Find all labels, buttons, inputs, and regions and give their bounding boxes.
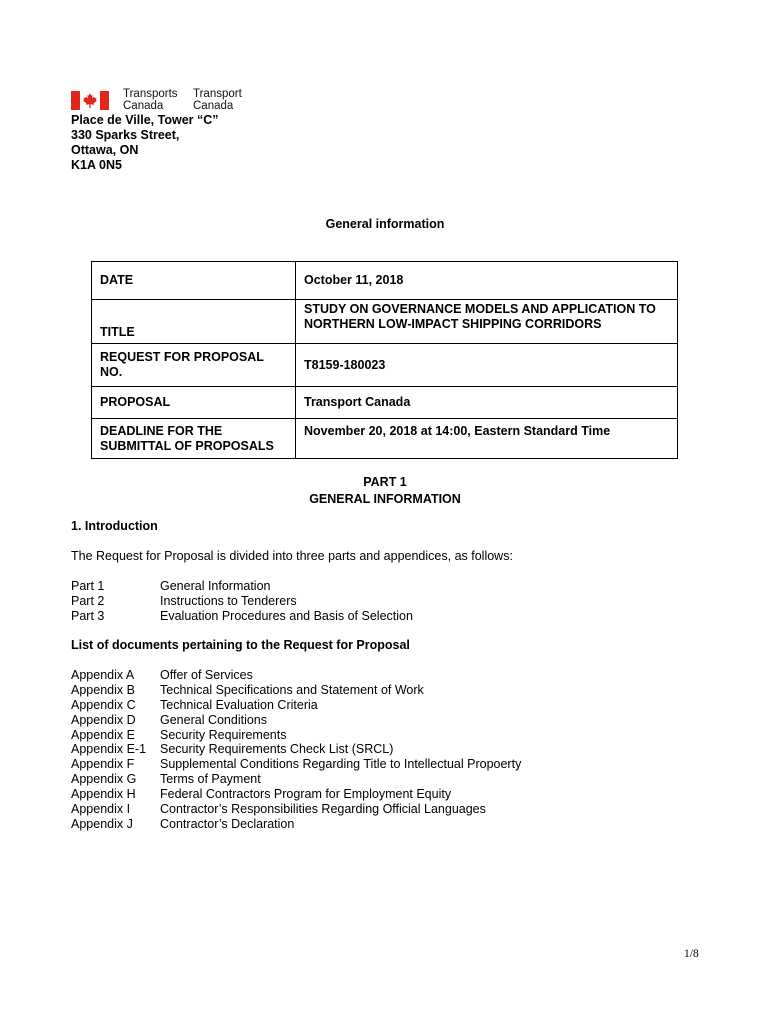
- list-item: Appendix C Technical Evaluation Criteria: [71, 697, 318, 712]
- address-line: K1A 0N5: [71, 158, 122, 172]
- list-item: Appendix G Terms of Payment: [71, 772, 261, 787]
- rfp-number-label: REQUEST FOR PROPOSAL NO.: [92, 344, 296, 387]
- introduction-heading: 1. Introduction: [71, 519, 158, 533]
- table-row: [92, 300, 678, 344]
- deadline-label: DEADLINE FOR THE SUBMITTAL OF PROPOSALS: [92, 419, 296, 459]
- proposal-label: PROPOSAL: [92, 387, 296, 419]
- list-item: Appendix E Security Requirements: [71, 727, 287, 742]
- list-item: Appendix H Federal Contractors Program for Employment Equity: [71, 787, 452, 802]
- list-item: Part 3 Evaluation Procedures and Basis of Selection: [71, 608, 413, 623]
- title-value: STUDY ON GOVERNANCE MODELS AND APPLICATION TO NORTHERN LOW-IMPACT SHIPPING CORRIDORS: [296, 300, 678, 344]
- wordmark-english: Transports Canada: [123, 88, 178, 112]
- rfp-info-table: [91, 261, 678, 459]
- address-line: Ottawa, ON: [71, 143, 139, 157]
- introduction-text: The Request for Proposal is divided into three parts and appendices, as follows:: [71, 549, 513, 563]
- page-number: 1/8: [684, 948, 699, 960]
- date-value: October 11, 2018: [296, 262, 678, 300]
- title-label: TITLE: [92, 300, 296, 344]
- mailing-address: [71, 113, 219, 173]
- table-row: [92, 419, 678, 459]
- canada-flag-icon: [71, 91, 109, 110]
- parts-list: [71, 579, 413, 624]
- deadline-value: November 20, 2018 at 14:00, Eastern Standard Time: [296, 419, 678, 459]
- list-item: Appendix B Technical Specifications and Statement of Work: [71, 682, 424, 697]
- list-item: Appendix F Supplemental Conditions Regarding Title to Intellectual Propoerty: [71, 757, 522, 772]
- list-item: Appendix A Offer of Services: [71, 668, 253, 682]
- list-item: Part 2 Instructions to Tenderers: [71, 593, 297, 608]
- list-item: Appendix D General Conditions: [71, 712, 268, 727]
- list-item: Appendix E-1 Security Requirements Check List (SRCL): [71, 742, 394, 757]
- appendices-list: [71, 668, 521, 832]
- table-row: [92, 262, 678, 300]
- proposal-value: Transport Canada: [296, 387, 678, 419]
- list-item: Appendix I Contractor’s Responsibilities Regarding Official Languages: [71, 802, 486, 817]
- wordmark-french: Transport Canada: [193, 88, 242, 112]
- documents-list-heading: List of documents pertaining to the Request for Proposal: [71, 638, 410, 652]
- list-item: Part 1 General Information: [71, 579, 271, 593]
- date-label: DATE: [92, 262, 296, 300]
- rfp-number-value: T8159-180023: [296, 344, 678, 387]
- list-item: Appendix J Contractor’s Declaration: [71, 816, 295, 831]
- address-line: 330 Sparks Street,: [71, 128, 180, 142]
- table-row: [92, 344, 678, 387]
- address-line: Place de Ville, Tower “C”: [71, 113, 219, 127]
- table-row: [92, 387, 678, 419]
- part-heading: PART 1 GENERAL INFORMATION: [309, 475, 461, 506]
- general-information-title: General information: [325, 217, 445, 231]
